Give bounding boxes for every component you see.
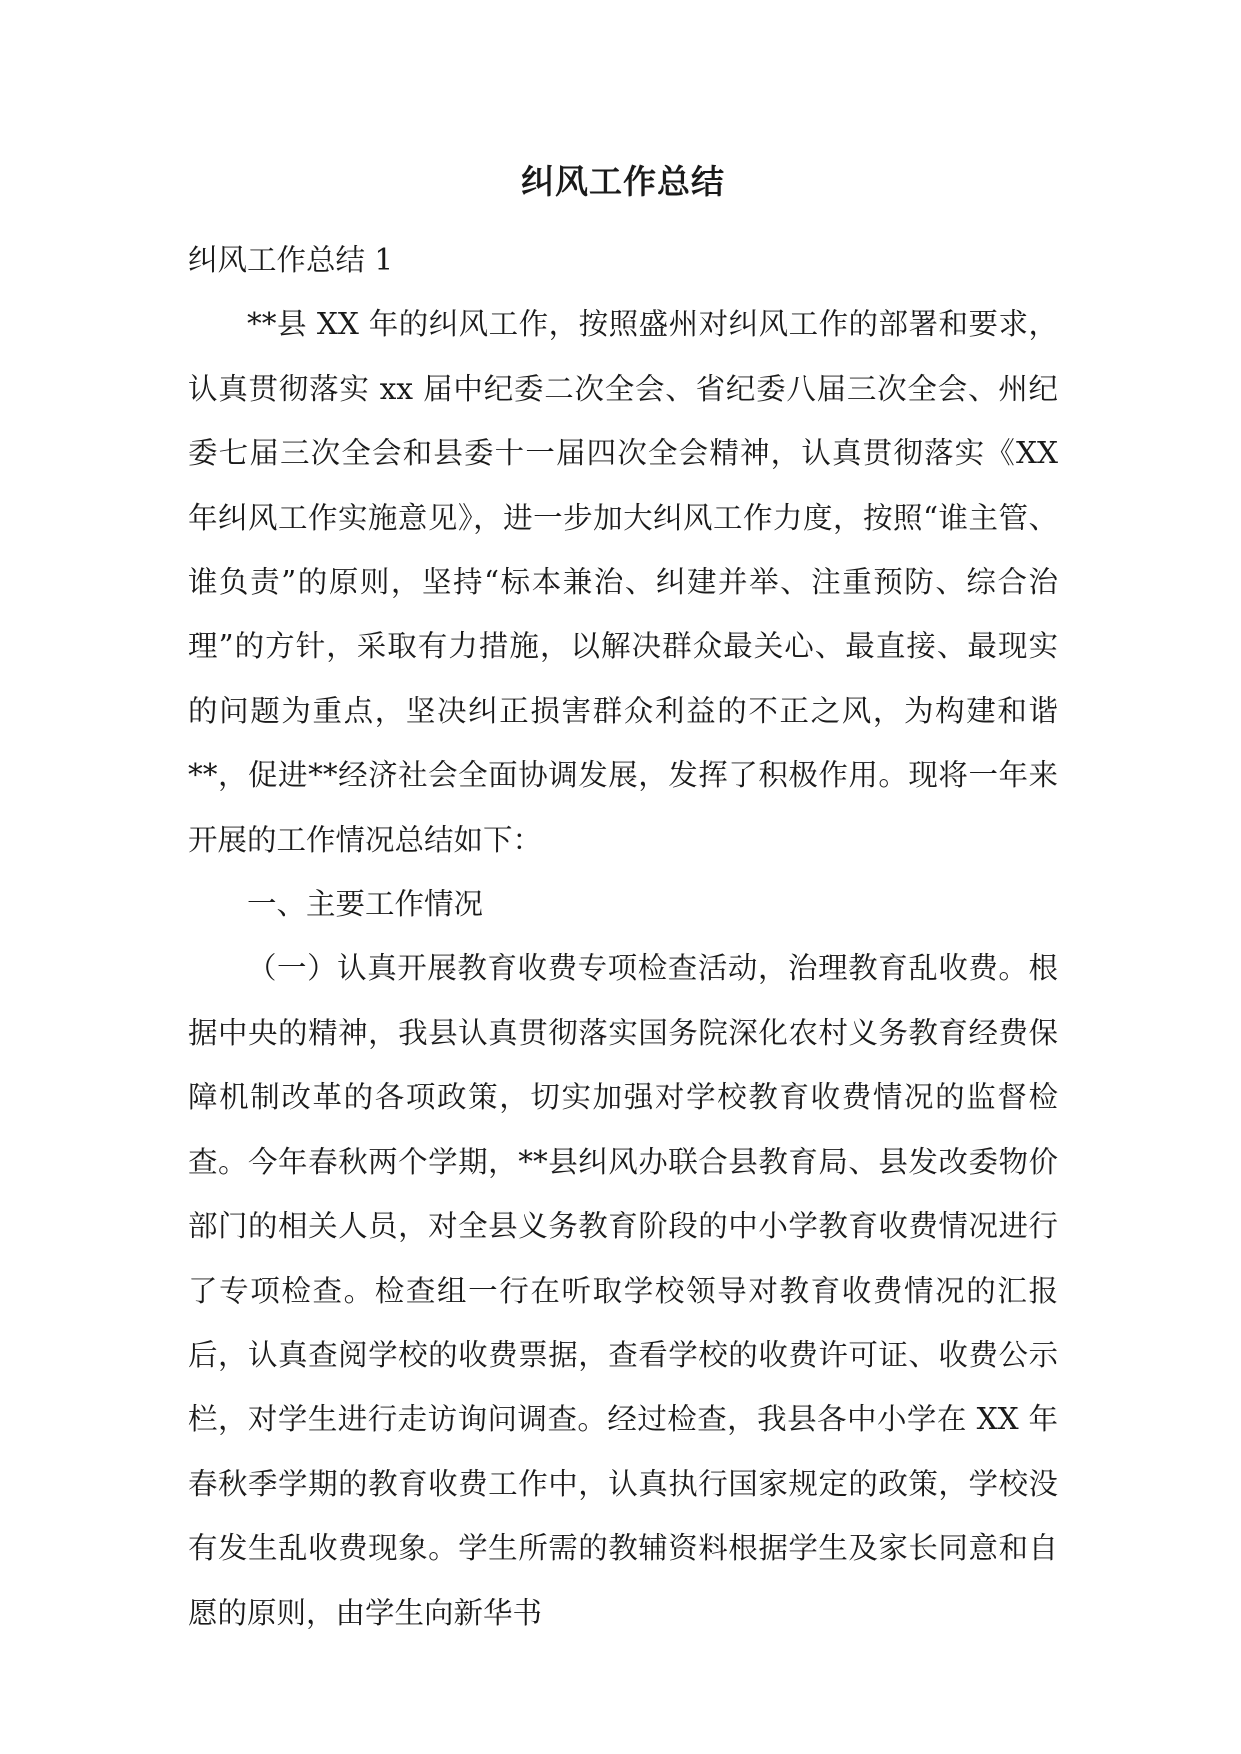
document-title: 纠风工作总结 (521, 162, 725, 201)
section-heading: 一、主要工作情况 (247, 887, 484, 922)
document-body (188, 228, 1058, 1645)
paragraph-intro: **县 XX 年的纠风工作，按照盛州对纠风工作的部署和要求，认真贯彻落实 xx 届中纪委二次全会、省纪委八届三次全会、州纪委七届三次全会和县委十一届四次全会精神，认真贯彻落实《XX 年纠风工作实施意见》，进一步加大纠风工作力度，按照“谁主管、谁负责”的原则，坚持“标本兼治、纠建并举、注重预防、综合治理”的方针，采取有力措施，以解决群众最关心、最直接、最现实的问题为重点，坚决纠正损害群众利益的不正之风，为构建和谐**，促进**经济社会全面协调发展，发挥了积极作用。现将一年来开展的工作情况总结如下： (188, 307, 1058, 857)
paragraph-education-fees: （一）认真开展教育收费专项检查活动，治理教育乱收费。根据中央的精神，我县认真贯彻落实国务院深化农村义务教育经费保障机制改革的各项政策，切实加强对学校教育收费情况的监督检查。今年春秋两个学期，**县纠风办联合县教育局、县发改委物价部门的相关人员，对全县义务教育阶段的中小学教育收费情况进行了专项检查。检查组一行在听取学校领导对教育收费情况的汇报后，认真查阅学校的收费票据，查看学校的收费许可证、收费公示栏，对学生进行走访询问调查。经过检查，我县各中小学在 XX 年春秋季学期的教育收费工作中，认真执行国家规定的政策，学校没有发生乱收费现象。学生所需的教辅资料根据学生及家长同意和自愿的原则，由学生向新华书 (188, 951, 1058, 1630)
document-subtitle: 纠风工作总结 1 (188, 243, 394, 277)
document-page (188, 0, 1058, 1754)
